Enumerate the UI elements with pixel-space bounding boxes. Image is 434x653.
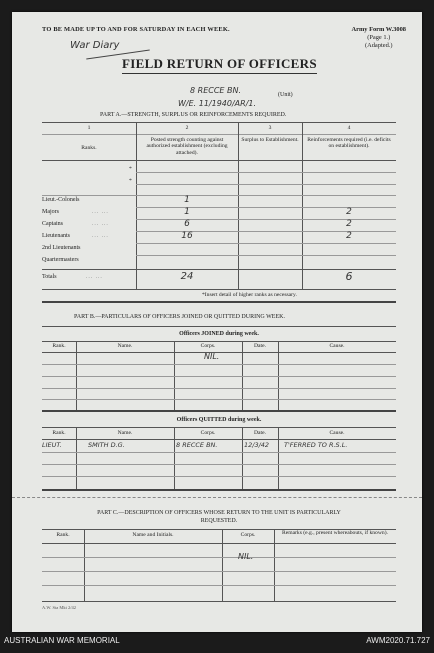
totals-label: Totals [42, 274, 57, 280]
perforation-line [12, 497, 422, 498]
unit-name: 8 RECCE BN. [190, 86, 242, 95]
part-b-title: PART B.—PARTICULARS OF OFFICERS JOINED OR QUITTED DURING WEEK. [74, 314, 285, 320]
part-a-title: PART A.—STRENGTH, SURPLUS OR REINFORCEMENTS REQUIRED. [100, 112, 287, 118]
joined-nil: NIL. [204, 352, 220, 361]
rank-row: Lieutenants [42, 233, 70, 239]
quitted-title: Officers QUITTED during week. [176, 417, 262, 423]
col-reinforcements: Reinforcements required (i.e. deficits on establishment). [307, 137, 391, 150]
joined-title: Officers JOINED during week. [179, 331, 259, 337]
quitted-name: SMITH D.G. [88, 441, 125, 449]
part-c-nil: NIL. [238, 552, 254, 561]
quitted-cause: T'FERRED TO R.S.L. [284, 441, 348, 449]
col-strength: Posted strength counting against authorized establishment (excluding attached). [146, 137, 228, 156]
form-name: Army Form W.3008 [351, 26, 406, 33]
col-ranks: Ranks. [81, 145, 97, 151]
quitted-rank: LIEUT. [42, 441, 62, 449]
col-surplus: Surplus to Establishment. [241, 137, 299, 143]
rank-row: Captains [42, 221, 63, 227]
footer-accession: AWM2020.71.727 [366, 636, 430, 645]
quitted-date: 12/3/42 [244, 441, 270, 449]
handwritten-note: War Diary [70, 40, 120, 51]
rank-row: Majors [42, 209, 59, 215]
total-reinforcements: 6 [345, 270, 353, 283]
instruction-text: TO BE MADE UP TO AND FOR SATURDAY IN EACH WEEK. [42, 26, 230, 33]
week-ending: W/E. 11/1940/AR/1. [178, 99, 257, 108]
unit-label: (Unit) [278, 92, 293, 98]
rank-row: 2nd Lieutenants [42, 245, 81, 251]
print-code: A.W. Sta Mkt 2/42 [42, 605, 76, 610]
form-number [352, 26, 407, 50]
footer-institution: AUSTRALIAN WAR MEMORIAL [4, 636, 120, 645]
quitted-corps: 8 RECCE BN. [176, 441, 218, 449]
form-title: FIELD RETURN OF OFFICERS [122, 56, 317, 74]
total-strength: 24 [180, 271, 194, 282]
rank-row: Lieut.-Colonels [42, 197, 80, 203]
rank-row: Quartermasters [42, 257, 79, 263]
form-page: TO BE MADE UP TO AND FOR SATURDAY IN EACH WEEK. Army Form W.3008 (Page 1.) (Adapted.) War Diary FIELD RETURN OF OFFICERS 8 RECCE BN. (Unit) W/E. 11/1940/AR/1. PART A.—STRENGTH, SURPLUS OR REINFORCEMENTS REQUIRED. 1 2 3 4 Ranks. Posted strength counting against authorized establishment (excluding attached). Surplus to Establishment. Reinforcements required (i.e. deficits on establishment). * * Lieut.-Colonels 1 Majors ... ... 1 2 Captains ... ... 6 2 Lieutenants ... ... 16 2 2nd Lieutenants Quartermasters Totals ... ... 24 6 *Insert detail of higher ranks as necessary. PART B.—PARTICULARS OF OFFICERS JOINED OR QUITTED DURING WEEK. Officers JOINED during week. Rank. Name. Corps. Date. Cause. NIL. Officers QUITTED during week. Rank. Name. Corps. Date. Cause. LIEUT. SMITH D.G. 8 RECCE BN. 12/3/42 T'FERRED TO R.S.L. PART C.—DESCRIPTION OF OFFICERS WHOSE RETURN TO THE UNIT IS PARTICULARLY REQUESTED. Rank. Name and Initials. Corps. Remarks (e.g., present whereabouts, if known). NIL. A.W. Sta Mkt 2/42 [12, 12, 422, 632]
form-page: (Page 1.) [367, 34, 391, 41]
form-adapted: (Adapted.) [364, 42, 393, 49]
footnote: *Insert detail of higher ranks as necessary. [202, 292, 297, 298]
part-c-title: PART C.—DESCRIPTION OF OFFICERS WHOSE RETURN TO THE UNIT IS PARTICULARLY REQUESTED. [97, 510, 341, 524]
